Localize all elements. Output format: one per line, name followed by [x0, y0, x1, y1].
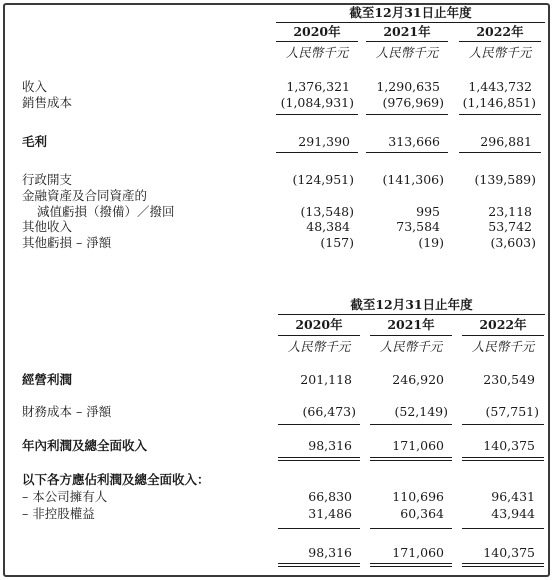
- row-label-profit-for-year: 年內利潤及總全面收入: [22, 438, 148, 453]
- part2-unit-2021: 人民幣千元: [379, 339, 443, 354]
- row-value-total-2022: 140,375: [483, 545, 535, 560]
- part1-unit-2021: 人民幣千元: [375, 45, 439, 60]
- row-value-admin-expenses-2021: (141,306): [382, 172, 444, 187]
- row-value-impairment-2022: 23,118: [488, 204, 532, 219]
- part1-year-rule-2020: [276, 41, 358, 42]
- row-label-admin-expenses: 行政開支: [22, 172, 73, 187]
- part1-period-header: 截至12月31日止年度: [349, 5, 472, 20]
- row-value-cost-of-sales-2022: (1,146,851): [462, 95, 536, 110]
- row-value-total-2021: 171,060: [392, 545, 444, 560]
- part2-year-rule-2021: [370, 335, 452, 336]
- profit-rule-2021: [370, 424, 452, 425]
- row-value-admin-expenses-2020: (124,951): [292, 172, 354, 187]
- part2-year-2022: 2022年: [479, 317, 527, 332]
- row-value-impairment-2020: (13,548): [300, 204, 354, 219]
- profit-double-rule-2020: [278, 457, 360, 461]
- row-value-gross-profit-2022: 296,881: [480, 134, 532, 149]
- row-label-owners: – 本公司擁有人: [22, 489, 108, 504]
- row-value-owners-2022: 96,431: [491, 489, 535, 504]
- subtotal-rule-2022: [459, 114, 541, 115]
- part2-unit-2020: 人民幣千元: [287, 339, 351, 354]
- row-value-finance-costs-2020: (66,473): [302, 404, 356, 419]
- part2-year-rule-2022: [462, 335, 544, 336]
- row-value-total-2020: 98,316: [308, 545, 352, 560]
- row-label-finance-costs: 財務成本 – 淨額: [22, 404, 112, 419]
- total-rule-2021: [370, 528, 452, 529]
- part1-year-2022: 2022年: [476, 24, 524, 39]
- gross-rule-2022: [459, 152, 541, 153]
- row-label-revenue: 收入: [22, 79, 48, 94]
- row-value-operating-profit-2020: 201,118: [300, 372, 352, 387]
- row-label-impairment: 減值虧損（撥備）／撥回: [37, 204, 175, 219]
- part2-unit-2022: 人民幣千元: [471, 339, 535, 354]
- profit-double-rule-2021: [370, 457, 452, 461]
- part2-period-header: 截至12月31日止年度: [350, 297, 473, 312]
- row-value-other-income-2022: 53,742: [488, 219, 532, 234]
- part2-year-2020: 2020年: [295, 317, 343, 332]
- gross-rule-2020: [276, 152, 358, 153]
- part1-unit-2020: 人民幣千元: [285, 45, 349, 60]
- row-value-profit-for-year-2021: 171,060: [392, 438, 444, 453]
- row-label-other-losses: 其他虧損 – 淨額: [22, 235, 112, 250]
- profit-rule-2022: [462, 424, 544, 425]
- subtotal-rule-2021: [366, 114, 448, 115]
- row-value-non-controlling-2022: 43,944: [491, 506, 535, 521]
- part1-year-rule-2022: [459, 41, 541, 42]
- profit-rule-2020: [278, 424, 360, 425]
- row-value-profit-for-year-2022: 140,375: [483, 438, 535, 453]
- row-label-non-controlling: – 非控股權益: [22, 506, 95, 521]
- total-rule-2022: [462, 528, 544, 529]
- row-value-non-controlling-2021: 60,364: [400, 506, 444, 521]
- total-rule-2020: [278, 528, 360, 529]
- row-label-impairment-line1: 金融資產及合同資產的: [22, 188, 148, 203]
- row-value-revenue-2021: 1,290,635: [376, 79, 440, 94]
- row-value-owners-2021: 110,696: [392, 489, 444, 504]
- row-value-other-losses-2021: (19): [418, 235, 444, 250]
- row-value-gross-profit-2021: 313,666: [388, 134, 440, 149]
- row-value-profit-for-year-2020: 98,316: [308, 438, 352, 453]
- row-value-cost-of-sales-2020: (1,084,931): [280, 95, 354, 110]
- row-value-other-losses-2020: (157): [320, 235, 354, 250]
- row-value-other-income-2020: 48,384: [306, 219, 350, 234]
- part1-unit-2022: 人民幣千元: [468, 45, 532, 60]
- row-label-attributable-to: 以下各方應佔利潤及總全面收入：: [22, 472, 210, 487]
- row-value-finance-costs-2022: (57,751): [485, 404, 539, 419]
- part1-period-rule: [276, 22, 545, 23]
- row-value-other-losses-2022: (3,603): [490, 235, 536, 250]
- gross-rule-2021: [366, 152, 448, 153]
- part1-year-2021: 2021年: [383, 24, 431, 39]
- row-label-operating-profit: 經營利潤: [22, 372, 73, 387]
- subtotal-rule-2020: [276, 114, 358, 115]
- row-value-impairment-2021: 995: [416, 204, 440, 219]
- row-value-cost-of-sales-2021: (976,969): [382, 95, 444, 110]
- total-double-rule-2022: [462, 563, 544, 567]
- row-value-non-controlling-2020: 31,486: [308, 506, 352, 521]
- row-value-other-income-2021: 73,584: [396, 219, 440, 234]
- part1-year-rule-2021: [366, 41, 448, 42]
- part1-year-2020: 2020年: [293, 24, 341, 39]
- row-label-cost-of-sales: 銷售成本: [22, 95, 73, 110]
- profit-double-rule-2022: [462, 457, 544, 461]
- total-double-rule-2021: [370, 563, 452, 567]
- row-label-gross-profit: 毛利: [22, 134, 48, 149]
- row-value-owners-2020: 66,830: [308, 489, 352, 504]
- total-double-rule-2020: [278, 563, 360, 567]
- row-value-revenue-2022: 1,443,732: [468, 79, 532, 94]
- row-label-other-income: 其他收入: [22, 219, 73, 234]
- row-value-revenue-2020: 1,376,321: [286, 79, 350, 94]
- row-value-finance-costs-2021: (52,149): [394, 404, 448, 419]
- row-value-operating-profit-2022: 230,549: [483, 372, 535, 387]
- row-value-operating-profit-2021: 246,920: [392, 372, 444, 387]
- part2-year-rule-2020: [278, 335, 360, 336]
- part2-period-rule: [278, 314, 545, 315]
- part2-year-2021: 2021年: [387, 317, 435, 332]
- row-value-gross-profit-2020: 291,390: [298, 134, 350, 149]
- row-value-admin-expenses-2022: (139,589): [474, 172, 536, 187]
